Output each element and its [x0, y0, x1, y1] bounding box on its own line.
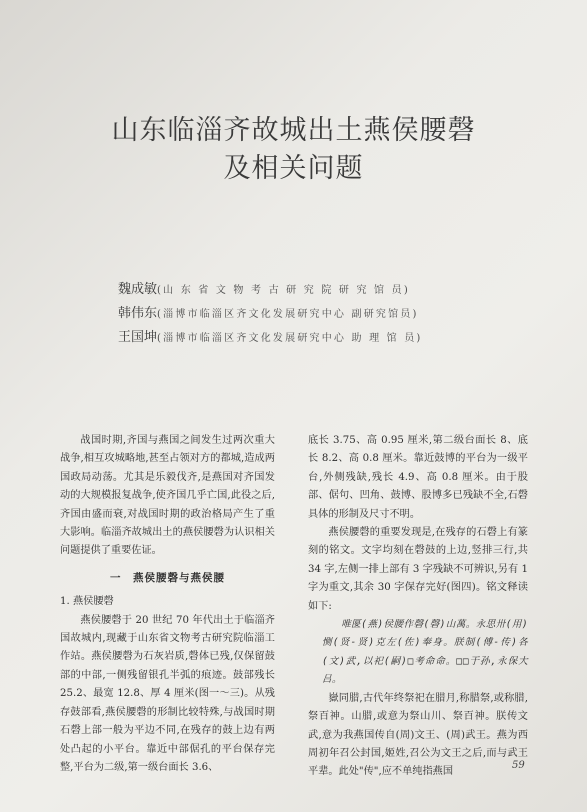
inscription-text: 唯匽(燕)侯腰作磬(磬)山萬。永思卅(用)恻(贤-贤)克左(佐)奉身。朕制(傅-传)各(文)武,以祀(嗣)□考命命。□□于孙,永保大吕。 — [322, 619, 528, 686]
body-paragraph: 底长 3.75、高 0.95 厘米,第二级台面长 8、底长 8.2、高 0.8 厘米。靠近鼓博的平台为一级平台,外侧残缺,残长 4.9、高 0.8 厘米。由于股部、倨句、凹角、鼓博、股博多已残缺不全,石磬具体的形制及尺寸不明。 — [308, 435, 528, 520]
body-paragraph: 燕侯腰磬于 20 世纪 70 年代出土于临淄齐国故城内,现藏于山东省文物考古研究院临淄工作站。燕侯腰磬为石灰岩质,磬体已残,仅保留鼓部的中部,一侧残留银孔半弧的痕迹。鼓部残长 25.2、最宽 12.8、厚 4 厘米(图一～三)。从残存鼓部看,燕侯腰磬的形制比较特殊,与战国时期石磬上部一般为平边不同,在残存的鼓上边有两处凸起的小平台。靠近中部倨孔的平台保存完整,平台为二级,第一级台面长 3.6、 — [60, 614, 275, 773]
author-name: 王国坤 — [118, 330, 158, 345]
page-number: 59 — [512, 760, 525, 771]
title-line-1: 山东临淄齐故城出土燕侯腰磬 — [111, 115, 476, 146]
article-title — [40, 112, 547, 188]
title-line-2: 及相关问题 — [223, 153, 364, 184]
subsection-heading: 1. 燕侯腰磬 — [60, 596, 114, 608]
author-entry — [118, 302, 538, 326]
intro-paragraph: 战国时期,齐国与燕国之间发生过两次重大战争,相互攻城略地,甚至占领对方的都城,造成两国政局动荡。尤其是乐毅伐齐,是燕国对齐国发动的大规模报复战争,使齐国几乎亡国,此役之后,齐国由盛而衰,对战国时期的政治格局产生了重大影响。临淄齐故城出土的燕侯腰磬为认识相关问题提供了重要佐证。 — [60, 435, 275, 557]
author-affiliation: (淄博市临淄区齐文化发展研究中心 助 理 馆 员) — [157, 333, 423, 344]
author-entry — [118, 278, 538, 302]
author-name: 韩伟东 — [118, 306, 158, 321]
left-column — [60, 432, 275, 777]
body-paragraph: 燕侯腰磬的重要发现是,在残存的石磬上有篆刻的铭文。文字均刻在磬鼓的上边,竖排三行,共 34 字,左侧一排上部有 3 字残缺不可辨识,另有 1 字为重文,其余 30 字保存完好(图四)。铭文释读如下: — [308, 527, 528, 612]
author-affiliation: (淄博市临淄区齐文化发展研究中心 副研究馆员) — [157, 309, 419, 320]
author-name: 魏成敏 — [118, 282, 158, 297]
section-heading: 一 燕侯腰磬与燕侯腰 — [110, 571, 225, 584]
author-affiliation: (山 东 省 文 物 考 古 研 究 院 研 究 馆 员) — [157, 285, 410, 296]
body-paragraph: 嶽同腊,古代年终祭祀在腊月,称腊祭,或称腊,祭百神。山腊,或意为祭山川、祭百神。朕传文武,意为我燕国传自(周)文王、(周)武王。燕为西周初年召公封国,姬姓,召公为文王之后,而与武王平辈。此处"传",应不单纯指燕国 — [308, 692, 528, 778]
right-column — [308, 432, 528, 782]
author-entry — [118, 326, 538, 350]
author-list — [118, 278, 538, 350]
